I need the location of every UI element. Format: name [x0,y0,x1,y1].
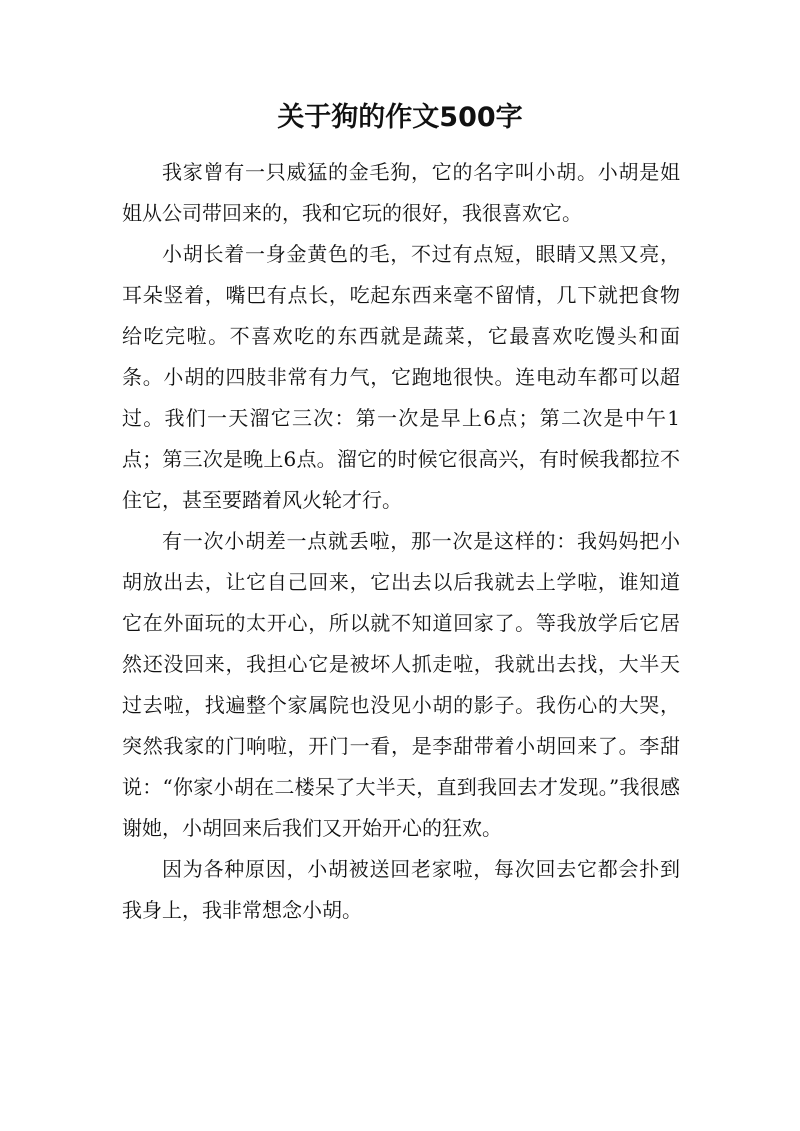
paragraph-4: 因为各种原因，小胡被送回老家啦，每次回去它都会扑到我身上，我非常想念小胡。 [122,857,680,922]
paragraph-1: 我家曾有一只威猛的金毛狗，它的名字叫小胡。小胡是姐姐从公司带回来的，我和它玩的很好，我很喜欢它。 [122,160,680,225]
essay-body [122,152,680,931]
paragraph-3: 有一次小胡差一点就丢啦，那一次是这样的：我妈妈把小胡放出去，让它自己回来，它出去以后我就去上学啦，谁知道它在外面玩的太开心，所以就不知道回家了。等我放学后它居然还没回来，我担心它是被坏人抓走啦，我就出去找，大半天过去啦，找遍整个家属院也没见小胡的影子。我伤心的大哭，突然我家的门响啦，开门一看，是李甜带着小胡回来了。李甜说：“你家小胡在二楼呆了大半天，直到我回去才发现。”我很感谢她，小胡回来后我们又开始开心的狂欢。 [122,529,680,840]
page-title: 关于狗的作文500字 [277,102,523,133]
paragraph-2: 小胡长着一身金黄色的毛，不过有点短，眼睛又黑又亮，耳朵竖着，嘴巴有点长，吃起东西来毫不留情，几下就把食物给吃完啦。不喜欢吃的东西就是蔬菜，它最喜欢吃馒头和面条。小胡的四肢非常有力气，它跑地很快。连电动车都可以超过。我们一天溜它三次：第一次是早上6点；第二次是中午1点；第三次是晚上6点。溜它的时候它很高兴，有时候我都拉不住它，甚至要踏着风火轮才行。 [122,242,680,512]
